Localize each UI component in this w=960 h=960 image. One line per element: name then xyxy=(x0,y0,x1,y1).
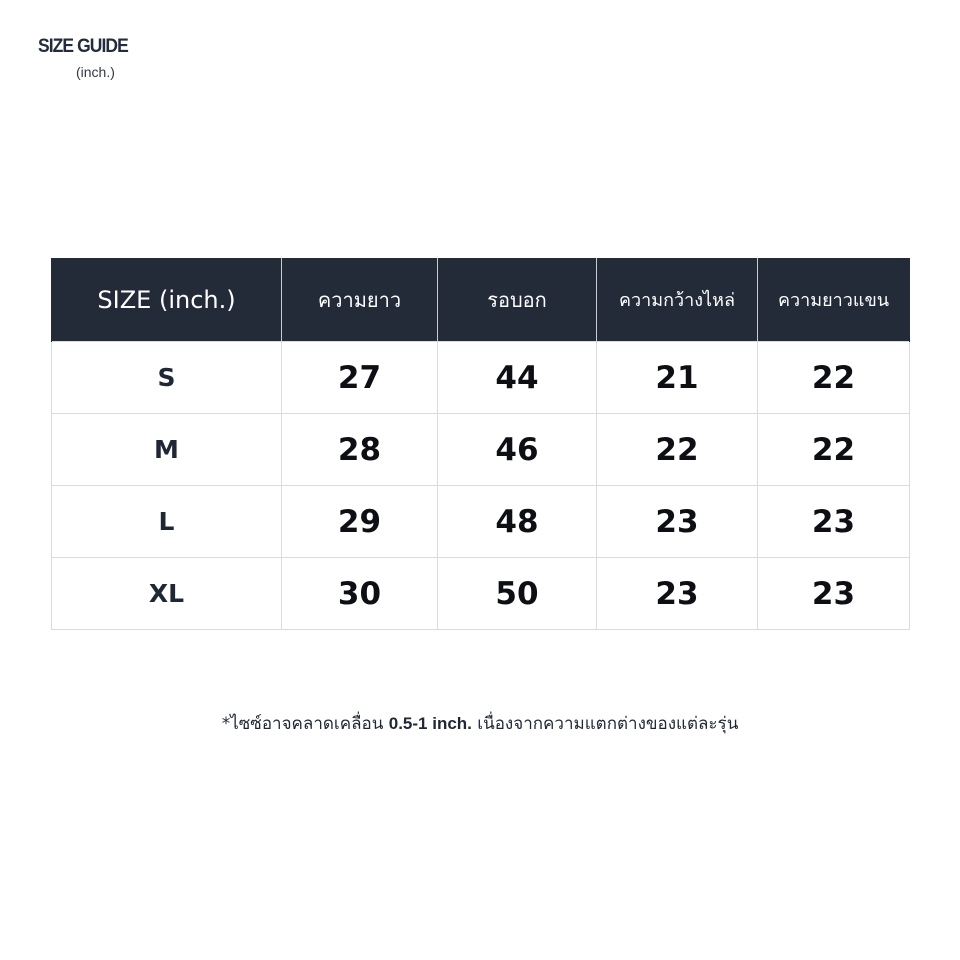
size-label-cell: L xyxy=(52,486,282,558)
sleeve-cell: 22 xyxy=(758,342,910,414)
shoulder-cell: 21 xyxy=(597,342,758,414)
sleeve-cell: 22 xyxy=(758,414,910,486)
size-guide-title: SIZE GUIDE xyxy=(38,36,128,57)
shoulder-cell: 23 xyxy=(597,486,758,558)
shoulder-cell: 23 xyxy=(597,558,758,630)
length-cell: 28 xyxy=(282,414,438,486)
column-header-size: SIZE (inch.) xyxy=(52,258,282,342)
chest-cell: 50 xyxy=(438,558,597,630)
shoulder-cell: 22 xyxy=(597,414,758,486)
table-row xyxy=(52,414,910,486)
column-header-length: ความยาว xyxy=(282,258,438,342)
note-tolerance: 0.5-1 inch. xyxy=(388,714,472,733)
sleeve-cell: 23 xyxy=(758,558,910,630)
note-prefix: *ไซซ์อาจคลาดเคลื่อน xyxy=(221,714,389,734)
chest-cell: 48 xyxy=(438,486,597,558)
table-row xyxy=(52,342,910,414)
table-header-row xyxy=(52,258,910,342)
chest-cell: 46 xyxy=(438,414,597,486)
column-header-chest: รอบอก xyxy=(438,258,597,342)
sleeve-cell: 23 xyxy=(758,486,910,558)
length-cell: 27 xyxy=(282,342,438,414)
table-row xyxy=(52,558,910,630)
size-label-cell: XL xyxy=(52,558,282,630)
size-table xyxy=(51,258,910,630)
column-header-shoulder: ความกว้างไหล่ xyxy=(597,258,758,342)
chest-cell: 44 xyxy=(438,342,597,414)
size-guide-unit: (inch.) xyxy=(76,64,115,80)
size-label-cell: S xyxy=(52,342,282,414)
column-header-sleeve: ความยาวแขน xyxy=(758,258,910,342)
length-cell: 30 xyxy=(282,558,438,630)
size-tolerance-note xyxy=(0,710,960,737)
length-cell: 29 xyxy=(282,486,438,558)
size-label-cell: M xyxy=(52,414,282,486)
note-suffix: เนื่องจากความแตกต่างของแต่ละรุ่น xyxy=(471,714,739,734)
table-row xyxy=(52,486,910,558)
